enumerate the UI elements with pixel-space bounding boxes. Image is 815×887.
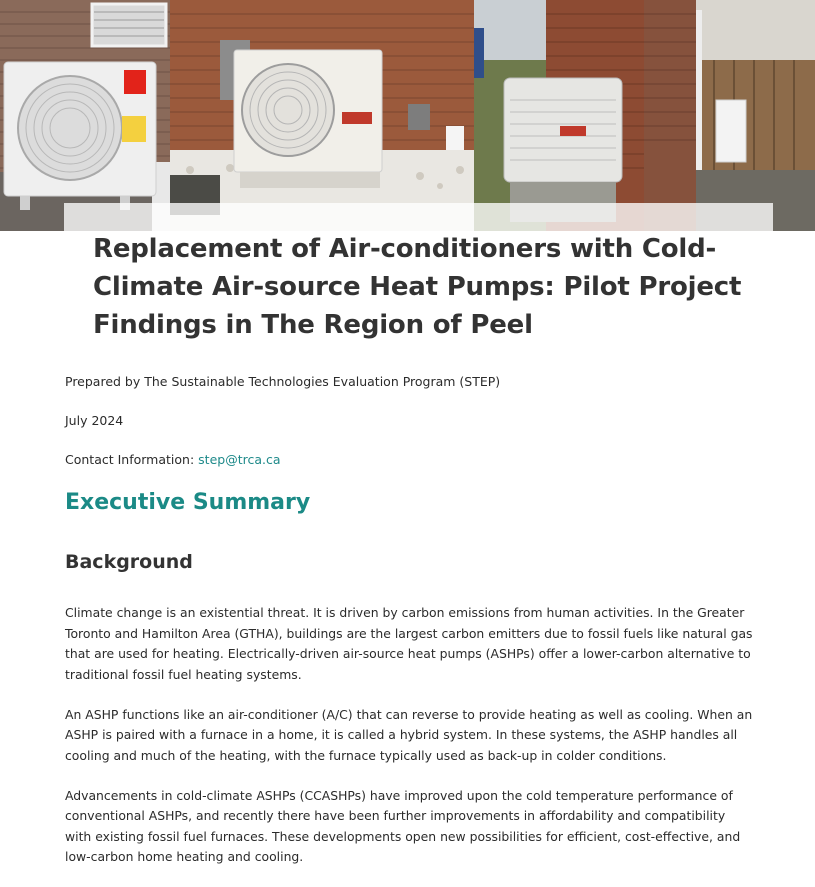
heat-pump-photo-1	[0, 0, 170, 231]
executive-summary-heading: Executive Summary	[65, 490, 311, 515]
paragraph: Climate change is an existential threat. It is driven by carbon emissions from human activities. In the Greater Toronto and Hamilton Area (GTHA), buildings are the largest carbon emitters due to fossil fuels like natural gas that are used for heating. Electrically-driven air-source heat pumps (ASHPs) offer a lower-carbon alternative to traditional fossil fuel heating systems.	[65, 605, 753, 682]
publication-date: July 2024	[65, 413, 124, 428]
contact-label: Contact Information:	[65, 452, 199, 467]
background-heading: Background	[65, 551, 193, 573]
title-card-backdrop	[64, 203, 773, 231]
document-meta	[65, 372, 755, 489]
prepared-by-text: Prepared by The Sustainable Technologies Evaluation Program (STEP)	[65, 374, 501, 389]
contact-information	[65, 450, 755, 470]
header-banner	[0, 0, 815, 231]
page-title: Replacement of Air-conditioners with Cold-Climate Air-source Heat Pumps: Pilot Project Findings in The Region of Peel	[93, 234, 742, 340]
heat-pump-photo-2	[170, 0, 474, 231]
paragraph: Advancements in cold-climate ASHPs (CCASHPs) have improved upon the cold temperature performance of conventional ASHPs, and recently there have been further improvements in affordability and compatibility with existing fossil fuel furnaces. These developments open new possibilities for efficient, cost-effective, and low-carbon home heating and cooling.	[65, 787, 741, 864]
paragraph: An ASHP functions like an air-conditioner (A/C) that can reverse to provide heating as well as cooling. When an ASHP is paired with a furnace in a home, it is called a hybrid system. In these systems, the ASHP handles all cooling and much of the heating, with the furnace typically used as back-up in colder conditions.	[65, 706, 753, 763]
contact-email-link[interactable]: step@trca.ca	[198, 452, 281, 467]
heat-pump-photo-3	[474, 0, 644, 231]
background-body	[65, 603, 755, 887]
heat-pump-photo-4	[644, 0, 815, 231]
